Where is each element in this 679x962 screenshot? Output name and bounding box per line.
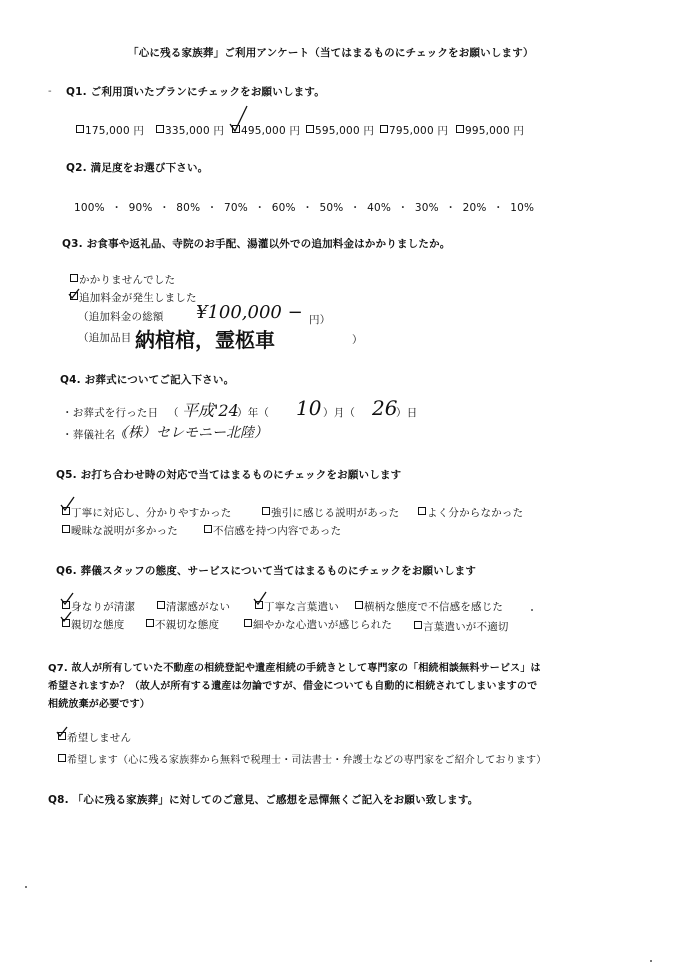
checkbox[interactable]	[232, 125, 240, 133]
q6-option-improper-speech[interactable]: 言葉遣いが不適切	[414, 619, 509, 634]
q3-option-yes[interactable]: 追加料金が発生しました	[70, 290, 197, 305]
q5-option-unclear[interactable]: よく分からなかった	[418, 505, 523, 520]
q6-option-considerate[interactable]: 細やかな心遣いが感じられた	[244, 617, 392, 632]
q5-option-vague[interactable]: 曖昧な説明が多かった	[62, 523, 178, 538]
q7-question-line3: 相続放棄が必要です）	[48, 699, 150, 710]
q4-open-paren: （	[168, 407, 179, 419]
checkbox[interactable]	[418, 507, 426, 515]
checkbox[interactable]	[244, 619, 252, 627]
checkbox[interactable]	[62, 525, 70, 533]
q1-option-495000[interactable]: 495,000 円	[232, 123, 300, 138]
q5-question: Q5. お打ち合わせ時の対応で当てはまるものにチェックをお願いします	[56, 469, 402, 481]
q1-question: Q1. ご利用頂いたプランにチェックをお願いします。	[66, 86, 325, 98]
q4-month[interactable]: 10	[296, 396, 322, 420]
q3-total-unit: 円）	[309, 314, 331, 326]
checkbox[interactable]	[262, 507, 270, 515]
q2-question: Q2. 満足度をお選び下さい。	[66, 162, 209, 174]
scan-speck	[25, 886, 27, 888]
q1-option-175000[interactable]: 175,000 円	[76, 123, 144, 138]
checkbox[interactable]	[76, 125, 84, 133]
q3-total-value[interactable]: ¥100,000 −	[196, 302, 303, 323]
q6-option-arrogant[interactable]: 横柄な態度で不信感を感じた	[355, 599, 503, 614]
q6-option-clean[interactable]: 身なりが清潔	[62, 599, 135, 614]
q6-option-polite-speech[interactable]: 丁寧な言葉遣い	[255, 599, 339, 614]
checkbox[interactable]	[62, 601, 70, 609]
q4-day[interactable]: 26	[372, 396, 398, 420]
checkbox[interactable]	[156, 125, 164, 133]
checkbox[interactable]	[456, 125, 464, 133]
q4-era[interactable]: 平成'24	[182, 401, 239, 420]
q6-option-kind[interactable]: 親切な態度	[62, 617, 125, 632]
q1-option-335000[interactable]: 335,000 円	[156, 123, 224, 138]
survey-title: 「心に残る家族葬」ご利用アンケート（当てはまるものにチェックをお願いします）	[128, 47, 534, 59]
q7-question-line2: 希望されますか？（故人が所有する遺産は勿論ですが、借金についても自動的に相続されてしまいますので	[48, 681, 538, 692]
checkbox[interactable]	[58, 732, 66, 740]
q4-company-value[interactable]: （株）セレモニー北陸）	[114, 425, 268, 441]
q5-option-distrust[interactable]: 不信感を持つ内容であった	[204, 523, 341, 538]
checkbox[interactable]	[204, 525, 212, 533]
q7-option-no[interactable]: 希望しません	[58, 730, 131, 745]
q4-day-unit: ）日	[396, 407, 418, 419]
checkbox[interactable]	[62, 619, 70, 627]
q4-question: Q4. お葬式についてご記入下さい。	[60, 374, 235, 386]
q8-question: Q8. 「心に残る家族葬」に対してのご意見、ご感想を忌憚無くご記入をお願い致します。	[48, 794, 479, 806]
q6-question: Q6. 葬儀スタッフの態度、サービスについて当てはまるものにチェックをお願いします	[56, 565, 477, 577]
checkbox[interactable]	[146, 619, 154, 627]
checkbox[interactable]	[70, 274, 78, 282]
q6-option-unclean[interactable]: 清潔感がない	[157, 599, 230, 614]
q4-date-label: ・お葬式を行った日	[62, 407, 159, 419]
q3-items-value[interactable]: 納棺棺，霊柩車	[135, 328, 275, 352]
q4-year-unit: ）年（	[237, 407, 270, 419]
q7-question-line1: Q7. 故人が所有していた不動産の相続登記や遺産相続の手続きとして専門家の「相続相談無料サービス」は	[48, 663, 541, 674]
checkbox[interactable]	[380, 125, 388, 133]
q3-total-label: （追加料金の総額	[78, 311, 164, 323]
q1-option-995000[interactable]: 995,000 円	[456, 123, 524, 138]
q3-question: Q3. お食事や返礼品、寺院のお手配、湯灌以外での追加料金はかかりましたか。	[62, 238, 451, 250]
checkbox[interactable]	[255, 601, 263, 609]
q3-items-label: （追加品目	[78, 332, 132, 344]
checkbox[interactable]	[306, 125, 314, 133]
checkbox[interactable]	[62, 507, 70, 515]
q3-items-close: ）	[352, 334, 363, 346]
q2-satisfaction-scale[interactable]: 100% ・ 90% ・ 80% ・ 70% ・ 60% ・ 50% ・ 40% ・ 30% ・ 20% ・ 10%	[74, 202, 535, 214]
checkbox[interactable]	[355, 601, 363, 609]
q7-option-yes[interactable]: 希望します（心に残る家族葬から無料で税理士・司法書士・弁護士などの専門家をご紹介しております）	[58, 751, 546, 766]
q1-option-595000[interactable]: 595,000 円	[306, 123, 374, 138]
scan-speck	[531, 609, 533, 611]
checkbox[interactable]	[70, 292, 78, 300]
q4-company-label: ・葬儀社名（	[62, 429, 127, 441]
checkbox[interactable]	[157, 601, 165, 609]
q1-option-795000[interactable]: 795,000 円	[380, 123, 448, 138]
scan-mark: -	[48, 86, 52, 97]
q6-option-unkind[interactable]: 不親切な態度	[146, 617, 219, 632]
q5-option-polite[interactable]: 丁寧に対応し、分かりやすかった	[62, 505, 232, 520]
q3-option-none[interactable]: かかりませんでした	[70, 272, 175, 287]
q4-month-unit: ）月（	[323, 407, 356, 419]
checkbox[interactable]	[58, 754, 66, 762]
checkbox[interactable]	[414, 621, 422, 629]
q5-option-pushy[interactable]: 強引に感じる説明があった	[262, 505, 399, 520]
